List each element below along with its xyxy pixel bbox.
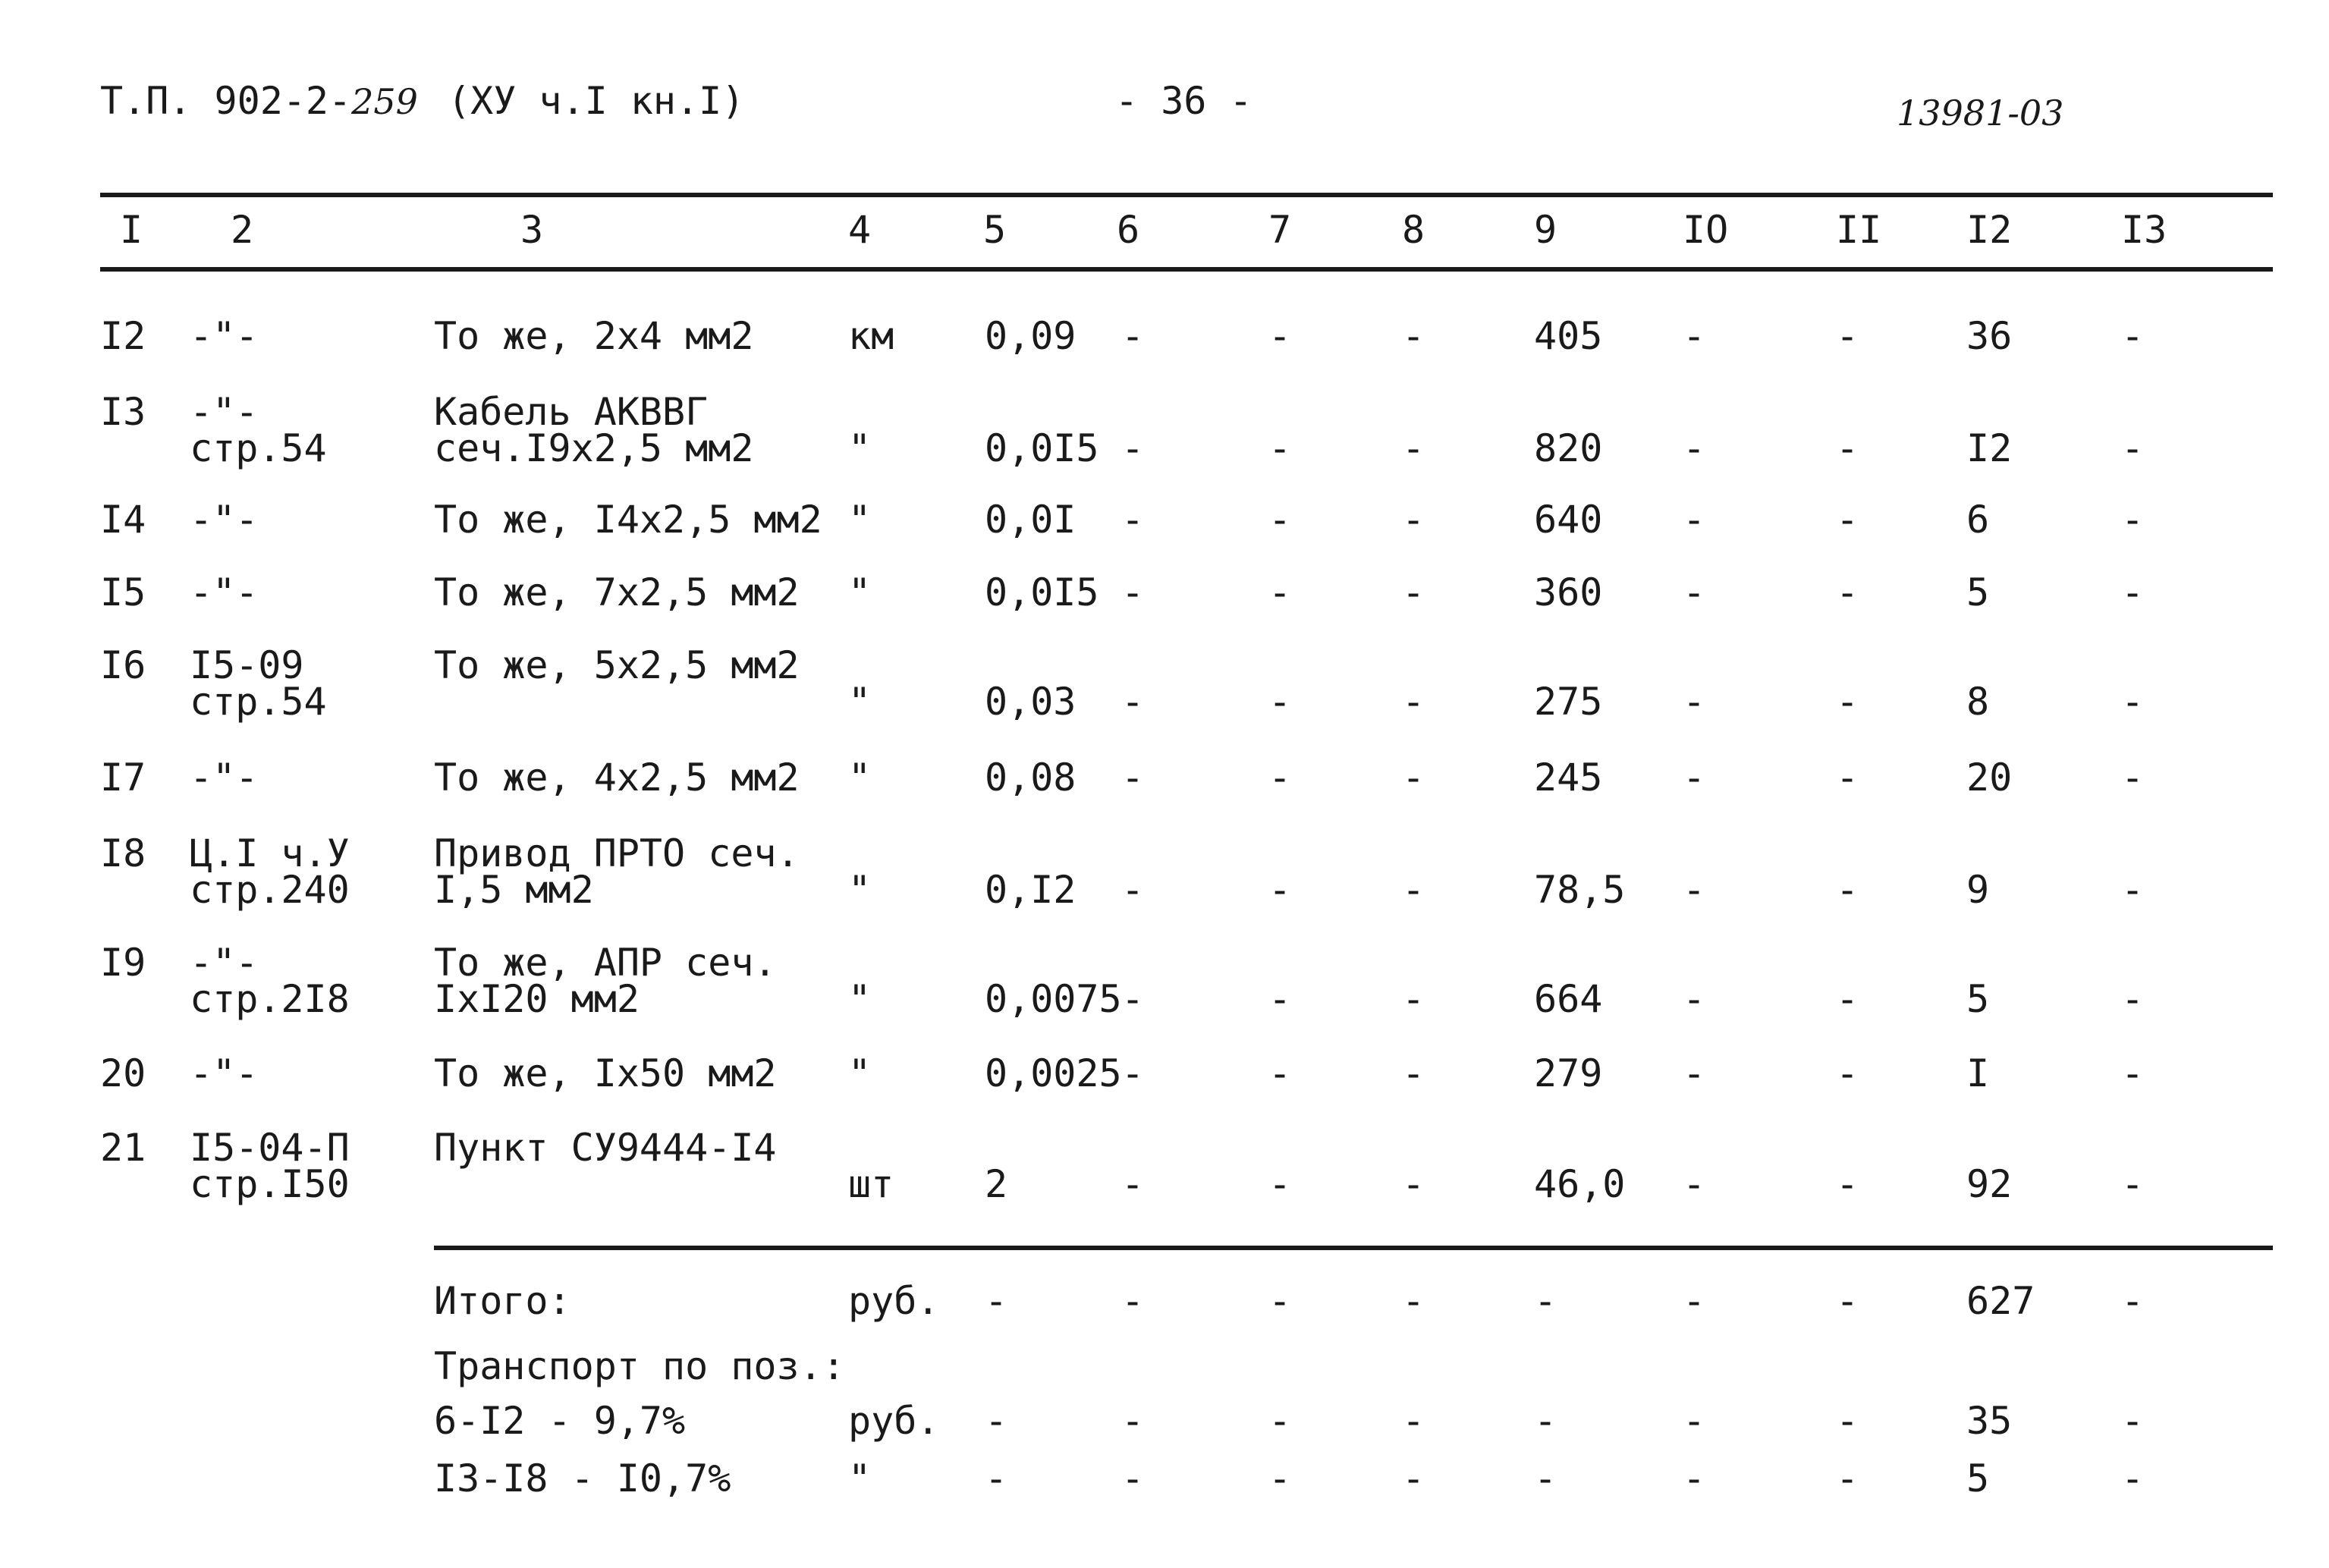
row-c8: -	[1402, 756, 1425, 800]
transport-line-c8: -	[1402, 1399, 1425, 1443]
row-number: I2	[100, 314, 146, 358]
row-c9: 405	[1534, 314, 1603, 358]
row-c11: -	[1836, 570, 1859, 614]
row-reference: -"-	[190, 570, 259, 614]
row-c11: -	[1836, 1162, 1859, 1206]
row-unit: "	[848, 756, 872, 800]
table-top-rule	[100, 193, 2273, 197]
row-c12: 6	[1966, 498, 1990, 542]
row-c5: 2	[985, 1162, 1008, 1206]
row-unit: шт	[848, 1162, 894, 1206]
doc-section: (ХУ ч.I кн.I)	[448, 79, 745, 123]
row-reference: Ц.I ч.У	[190, 831, 350, 875]
row-number: I7	[100, 756, 146, 800]
row-name: IхI20 мм2	[434, 977, 640, 1021]
row-c13: -	[2121, 570, 2145, 614]
transport-line-c8: -	[1402, 1456, 1425, 1500]
row-c5: 0,0I5	[985, 570, 1099, 614]
transport-line-c5: -	[985, 1456, 1008, 1500]
row-reference: стр.2I8	[190, 977, 350, 1021]
row-c6: -	[1121, 1051, 1145, 1095]
row-c6: -	[1121, 314, 1145, 358]
row-c13: -	[2121, 314, 2145, 358]
col-header-7: 7	[1268, 208, 1292, 252]
col-header-8: 8	[1402, 208, 1425, 252]
row-c11: -	[1836, 314, 1859, 358]
row-c9: 275	[1534, 680, 1603, 724]
row-reference: стр.I50	[190, 1162, 350, 1206]
col-header-12: I2	[1966, 208, 2013, 252]
totals-c6: -	[1121, 1279, 1145, 1323]
row-unit: "	[848, 868, 872, 912]
totals-c5: -	[985, 1279, 1008, 1323]
row-c8: -	[1402, 426, 1425, 470]
archive-number: 13981-03	[1897, 93, 2064, 134]
col-header-11: II	[1836, 208, 1882, 252]
row-c11: -	[1836, 498, 1859, 542]
row-c6: -	[1121, 680, 1145, 724]
row-unit: "	[848, 498, 872, 542]
transport-line-c7: -	[1268, 1456, 1292, 1500]
col-header-4: 4	[848, 208, 872, 252]
row-c10: -	[1683, 426, 1706, 470]
transport-line-c12: 5	[1966, 1456, 1990, 1500]
row-reference: -"-	[190, 390, 259, 434]
col-header-13: I3	[2121, 208, 2167, 252]
row-c7: -	[1268, 977, 1292, 1021]
row-c10: -	[1683, 868, 1706, 912]
row-c12: 20	[1966, 756, 2013, 800]
transport-line-unit: руб.	[848, 1399, 940, 1443]
row-c6: -	[1121, 426, 1145, 470]
row-name: То же, 5х2,5 мм2	[434, 643, 800, 687]
transport-line-c9: -	[1534, 1456, 1557, 1500]
row-c6: -	[1121, 570, 1145, 614]
row-name: Пункт СУ9444-I4	[434, 1126, 777, 1170]
row-number: I9	[100, 941, 146, 985]
row-c11: -	[1836, 756, 1859, 800]
row-c7: -	[1268, 756, 1292, 800]
row-reference: -"-	[190, 1051, 259, 1095]
row-c5: 0,0025	[985, 1051, 1122, 1095]
row-c5: 0,03	[985, 680, 1076, 724]
row-c13: -	[2121, 498, 2145, 542]
row-c10: -	[1683, 680, 1706, 724]
totals-c12: 627	[1966, 1279, 2035, 1323]
row-c11: -	[1836, 680, 1859, 724]
row-c8: -	[1402, 977, 1425, 1021]
row-c13: -	[2121, 1051, 2145, 1095]
row-c5: 0,0075	[985, 977, 1122, 1021]
row-c8: -	[1402, 314, 1425, 358]
totals-c7: -	[1268, 1279, 1292, 1323]
col-header-2: 2	[231, 208, 254, 252]
col-header-10: IO	[1683, 208, 1729, 252]
row-name: То же, Iх50 мм2	[434, 1051, 777, 1095]
row-c12: 8	[1966, 680, 1990, 724]
row-number: I4	[100, 498, 146, 542]
row-c6: -	[1121, 1162, 1145, 1206]
row-c13: -	[2121, 426, 2145, 470]
row-c11: -	[1836, 426, 1859, 470]
doc-reference	[100, 79, 418, 123]
row-c8: -	[1402, 680, 1425, 724]
col-header-3: 3	[520, 208, 544, 252]
row-c9: 245	[1534, 756, 1603, 800]
row-c11: -	[1836, 1051, 1859, 1095]
col-header-5: 5	[983, 208, 1007, 252]
row-name: То же, 2х4 мм2	[434, 314, 754, 358]
doc-ref-printed: Т.П. 902-2-	[100, 79, 352, 123]
row-c9: 664	[1534, 977, 1603, 1021]
row-c6: -	[1121, 977, 1145, 1021]
transport-line-name: I3-I8 - I0,7%	[434, 1456, 731, 1500]
row-name: сеч.I9х2,5 мм2	[434, 426, 754, 470]
row-c7: -	[1268, 1162, 1292, 1206]
row-c13: -	[2121, 1162, 2145, 1206]
transport-line-c7: -	[1268, 1399, 1292, 1443]
row-c8: -	[1402, 868, 1425, 912]
row-c10: -	[1683, 570, 1706, 614]
row-c7: -	[1268, 680, 1292, 724]
row-reference: стр.54	[190, 680, 327, 724]
row-reference: -"-	[190, 498, 259, 542]
row-c13: -	[2121, 977, 2145, 1021]
row-number: I8	[100, 831, 146, 875]
row-c7: -	[1268, 868, 1292, 912]
row-c9: 46,0	[1534, 1162, 1626, 1206]
row-name: I,5 мм2	[434, 868, 594, 912]
row-c10: -	[1683, 1162, 1706, 1206]
row-number: 20	[100, 1051, 146, 1095]
row-reference: I5-04-П	[190, 1126, 350, 1170]
row-c5: 0,I2	[985, 868, 1076, 912]
row-c6: -	[1121, 498, 1145, 542]
transport-label: Транспорт по поз.:	[434, 1344, 845, 1388]
totals-c9: -	[1534, 1279, 1557, 1323]
row-unit: "	[848, 977, 872, 1021]
transport-line-c10: -	[1683, 1399, 1706, 1443]
totals-rule	[434, 1246, 2273, 1250]
row-c8: -	[1402, 1162, 1425, 1206]
row-c11: -	[1836, 868, 1859, 912]
transport-line-unit: "	[848, 1456, 872, 1500]
row-c7: -	[1268, 426, 1292, 470]
row-c9: 78,5	[1534, 868, 1626, 912]
row-c8: -	[1402, 1051, 1425, 1095]
totals-c8: -	[1402, 1279, 1425, 1323]
row-c10: -	[1683, 756, 1706, 800]
row-c6: -	[1121, 868, 1145, 912]
transport-line-c12: 35	[1966, 1399, 2013, 1443]
row-reference: стр.240	[190, 868, 350, 912]
doc-ref-handwritten: 259	[351, 81, 418, 122]
transport-line-c5: -	[985, 1399, 1008, 1443]
transport-line-c13: -	[2121, 1399, 2145, 1443]
row-c5: 0,0I5	[985, 426, 1099, 470]
row-c12: 92	[1966, 1162, 2013, 1206]
row-unit: "	[848, 680, 872, 724]
col-header-9: 9	[1534, 208, 1557, 252]
row-name: То же, 7х2,5 мм2	[434, 570, 800, 614]
totals-c13: -	[2121, 1279, 2145, 1323]
row-c9: 640	[1534, 498, 1603, 542]
totals-label: Итого:	[434, 1279, 571, 1323]
row-c5: 0,08	[985, 756, 1076, 800]
row-c9: 279	[1534, 1051, 1603, 1095]
row-c10: -	[1683, 1051, 1706, 1095]
row-c12: I2	[1966, 426, 2013, 470]
row-c5: 0,09	[985, 314, 1076, 358]
transport-line-c6: -	[1121, 1456, 1145, 1500]
row-c12: 36	[1966, 314, 2013, 358]
transport-line-c11: -	[1836, 1399, 1859, 1443]
row-c7: -	[1268, 570, 1292, 614]
row-name: Привод ПРТО сеч.	[434, 831, 800, 875]
row-c9: 820	[1534, 426, 1603, 470]
row-number: 21	[100, 1126, 146, 1170]
transport-line-c10: -	[1683, 1456, 1706, 1500]
row-name: Кабель АКВВГ	[434, 390, 709, 434]
row-c12: 5	[1966, 570, 1990, 614]
row-c10: -	[1683, 977, 1706, 1021]
row-c12: 5	[1966, 977, 1990, 1021]
row-c5: 0,0I	[985, 498, 1076, 542]
page-number: - 36 -	[1115, 79, 1253, 123]
row-c10: -	[1683, 498, 1706, 542]
row-unit: "	[848, 1051, 872, 1095]
row-unit: "	[848, 570, 872, 614]
row-reference: I5-09	[190, 643, 304, 687]
row-c12: 9	[1966, 868, 1990, 912]
row-c7: -	[1268, 498, 1292, 542]
totals-c10: -	[1683, 1279, 1706, 1323]
row-reference: -"-	[190, 314, 259, 358]
row-reference: стр.54	[190, 426, 327, 470]
transport-line-c9: -	[1534, 1399, 1557, 1443]
row-c10: -	[1683, 314, 1706, 358]
row-c13: -	[2121, 756, 2145, 800]
row-number: I6	[100, 643, 146, 687]
col-header-6: 6	[1117, 208, 1140, 252]
col-header-1: I	[120, 208, 143, 252]
row-c13: -	[2121, 680, 2145, 724]
row-unit: "	[848, 426, 872, 470]
row-c13: -	[2121, 868, 2145, 912]
transport-line-c6: -	[1121, 1399, 1145, 1443]
transport-line-name: 6-I2 - 9,7%	[434, 1399, 686, 1443]
row-number: I3	[100, 390, 146, 434]
totals-c11: -	[1836, 1279, 1859, 1323]
row-number: I5	[100, 570, 146, 614]
row-c8: -	[1402, 498, 1425, 542]
row-reference: -"-	[190, 941, 259, 985]
row-c6: -	[1121, 756, 1145, 800]
row-name: То же, I4х2,5 мм2	[434, 498, 822, 542]
row-unit: км	[848, 314, 894, 358]
row-c8: -	[1402, 570, 1425, 614]
row-name: То же, АПР сеч.	[434, 941, 777, 985]
row-c11: -	[1836, 977, 1859, 1021]
row-c7: -	[1268, 1051, 1292, 1095]
totals-unit: руб.	[848, 1279, 940, 1323]
row-c12: I	[1966, 1051, 1990, 1095]
row-name: То же, 4х2,5 мм2	[434, 756, 800, 800]
table-header-rule	[100, 267, 2273, 272]
row-c7: -	[1268, 314, 1292, 358]
transport-line-c13: -	[2121, 1456, 2145, 1500]
transport-line-c11: -	[1836, 1456, 1859, 1500]
row-reference: -"-	[190, 756, 259, 800]
row-c9: 360	[1534, 570, 1603, 614]
